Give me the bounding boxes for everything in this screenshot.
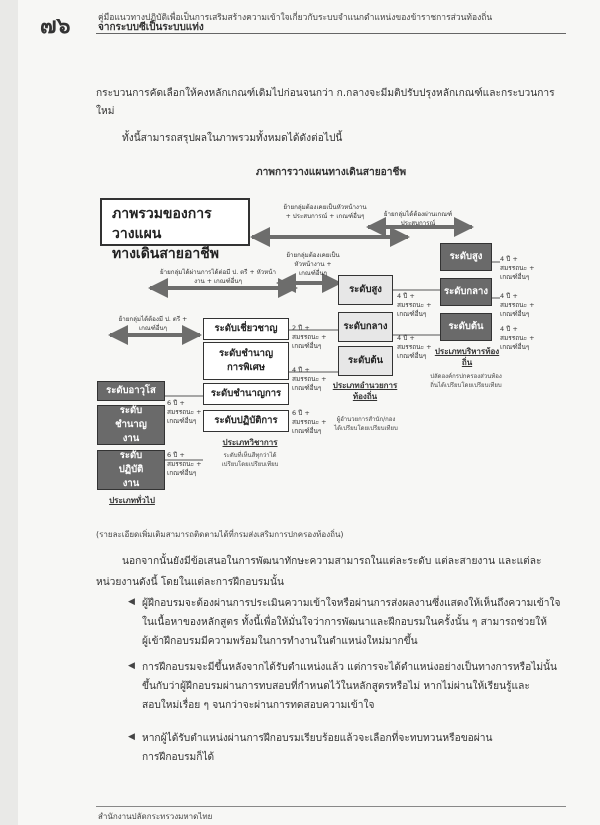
intro-para2: ทั้งนี้สามารถสรุปผลในภาพรวมทั้งหมดได้ดังต่อไปนี้	[122, 133, 343, 144]
req-manager-4y-a: 4 ปี + สมรรถนะ + เกณฑ์อื่นๆ	[397, 292, 432, 318]
big-title-line2: ทางเดินสายอาชีพ	[112, 246, 219, 262]
req-academic-6y: 6 ปี + สมรรถนะ + เกณฑ์อื่นๆ	[292, 409, 327, 435]
exec-category-note: ปลัดองค์กรปกครองส่วนท้องถิ่นได้เปรียบโดยเปรียบเทียบ	[430, 373, 502, 389]
manager-category: ประเภทอำนวยการท้องถิ่น	[332, 381, 398, 401]
bullet1-line1: ผู้ฝึกอบรมจะต้องผ่านการประเมินความเข้าใจหรือผ่านการส่งผลงานซึ่งแสดงให้เห็นถึงความเข้าใจ	[142, 598, 561, 609]
general-level-experienced: ระดับชำนาญงาน	[97, 405, 165, 445]
arrow-top2-label: ย้ายกลุ่มได้ต้องผ่านเกณฑ์ประสบการณ์	[383, 211, 453, 227]
req-exec-4y-a: 4 ปี + สมรรถนะ + เกณฑ์อื่นๆ	[500, 255, 535, 281]
exec-category: ประเภทบริหารท้องถิ่น	[434, 347, 500, 367]
bullet2-line1: การฝึกอบรมจะมีขึ้นหลังจากได้รับตำแหน่งแล้ว แต่การจะได้ตำแหน่งอย่างเป็นทางการหรือไม่นั้น	[142, 662, 557, 673]
academic-category: ประเภทวิชาการ	[222, 438, 278, 447]
arrow-mid1-label: ย้ายกลุ่มได้ผ่านการได้ต่อมี ป. ตรี + หัวหน้างาน + เกณฑ์อื่นๆ	[160, 269, 276, 285]
req-exec-4y-c: 4 ปี + สมรรถนะ + เกณฑ์อื่นๆ	[500, 325, 535, 351]
big-title-line1: ภาพรวมของการวางแผน	[112, 206, 212, 242]
general-category: ประเภททั่วไป	[109, 496, 155, 505]
req-general-6y-b: 6 ปี + สมรรถนะ + เกณฑ์อื่นๆ	[167, 451, 202, 477]
academic-category-note: ระดับที่เห็นสีทุกว่าได้เปรียบโดยเปรียบเทียบ	[221, 452, 279, 468]
diagram-big-title	[100, 198, 250, 262]
header-title: จากระบบซีเป็นระบบแท่ง	[98, 22, 204, 33]
footer-divider	[96, 806, 566, 807]
arrow-top1-label: ย้ายกลุ่มต้องเคยเป็นหัวหน้างาน + ประสบการณ์ + เกณฑ์อื่นๆ	[283, 204, 367, 220]
manager-level-high: ระดับสูง	[338, 275, 393, 305]
arrow-low1-label: ย้ายกลุ่มได้ต้องมี ป. ตรี + เกณฑ์อื่นๆ	[118, 316, 188, 332]
academic-level-practitioner: ระดับปฏิบัติการ	[203, 410, 289, 432]
manager-level-early: ระดับต้น	[338, 346, 393, 376]
bullet1-line3: ผู้เข้าฝึกอบรมมีความพร้อมในการทำงานในตำแหน่งใหม่มากขึ้น	[142, 636, 418, 647]
body-para-line1: นอกจากนั้นยังมีข้อเสนอในการพัฒนาทักษะความสามารถในแต่ละระดับ แต่ละสายงาน และแต่ละ	[122, 556, 542, 567]
details-note: (รายละเอียดเพิ่มเติมสามารถติดตามได้ที่กรมส่งเสริมการปกครองท้องถิ่น)	[96, 530, 344, 539]
body-para-line2: หน่วยงานดังนี้ โดยในแต่ละการฝึกอบรมนั้น	[96, 577, 284, 588]
bullet2-line2: ขึ้นกับว่าผู้ฝึกอบรมผ่านการทบสอบที่กำหนดไว้ในหลักสูตรหรือไม่ หากไม่ผ่านให้เรียนรู้และ	[142, 681, 530, 692]
header-subtitle: คู่มือแนวทางปฏิบัติเพื่อเป็นการเสริมสร้างความเข้าใจเกี่ยวกับระบบจำแนกตำแหน่งของข้าราชการส่วนท้องถิ่น	[98, 13, 493, 23]
bullet2-line3: สอบใหม่เรื่อย ๆ จนกว่าจะผ่านการทดสอบความเข้าใจ	[142, 700, 375, 711]
academic-level-professional: ระดับชำนาญการ	[203, 383, 289, 405]
manager-level-middle: ระดับกลาง	[338, 312, 393, 342]
footer-text: สำนักงานปลัดกระทรวงมหาดไทย	[98, 812, 213, 821]
intro-para1-line1: กระบวนการคัดเลือกให้คงหลักเกณฑ์เดิมไปก่อนจนกว่า ก.กลางจะมีมติปรับปรุงหลักเกณฑ์และกระบวนการ	[96, 88, 555, 99]
bullet3-line1: หากผู้ได้รับตำแหน่งผ่านการฝึกอบรมเรียบร้อยแล้วจะเลือกที่จะทบทวนหรือขอผ่าน	[142, 733, 493, 744]
intro-para1-line2: ใหม่	[96, 106, 115, 117]
req-academic-4y: 4 ปี + สมรรถนะ + เกณฑ์อื่นๆ	[292, 366, 327, 392]
exec-level-early: ระดับต้น	[440, 313, 492, 341]
manager-category-note: ผู้อำนวยการสำนัก/กองได้เปรียบโดยเปรียบเทียบ	[334, 416, 398, 432]
arrow-mid2-label: ย้ายกลุ่มต้องเคยเป็นหัวหน้างาน + เกณฑ์อื่นๆ	[286, 252, 340, 277]
req-general-6y-a: 6 ปี + สมรรถนะ + เกณฑ์อื่นๆ	[167, 399, 202, 425]
exec-level-middle: ระดับกลาง	[440, 278, 492, 306]
general-level-operational: ระดับปฏิบัติงาน	[97, 450, 165, 490]
bullet-arrow-icon: ◀	[128, 597, 135, 607]
academic-level-expert: ระดับเชี่ยวชาญ	[203, 318, 289, 340]
req-manager-4y-b: 4 ปี + สมรรถนะ + เกณฑ์อื่นๆ	[397, 334, 432, 360]
bullet-arrow-icon: ◀	[128, 732, 135, 742]
bullet-arrow-icon: ◀	[128, 661, 135, 671]
diagram-caption: ภาพการวางแผนทางเดินสายอาชีพ	[255, 167, 407, 178]
exec-level-high: ระดับสูง	[440, 243, 492, 271]
req-exec-4y-b: 4 ปี + สมรรถนะ + เกณฑ์อื่นๆ	[500, 292, 535, 318]
bullet3-line2: การฝึกอบรมก็ได้	[142, 752, 215, 763]
general-level-senior: ระดับอาวุโส	[97, 381, 165, 401]
req-academic-2y: 2 ปี + สมรรถนะ + เกณฑ์อื่นๆ	[292, 324, 327, 350]
bullet1-line2: ในเนื้อหาของหลักสูตร ทั้งนี้เพื่อให้มั่นใจว่าการพัฒนาและฝึกอบรมในครั้งนั้น ๆ สามารถช่วยให้	[142, 617, 547, 628]
page-number: ๗๖	[40, 13, 71, 39]
academic-level-special: ระดับชำนาญการพิเศษ	[203, 342, 289, 380]
